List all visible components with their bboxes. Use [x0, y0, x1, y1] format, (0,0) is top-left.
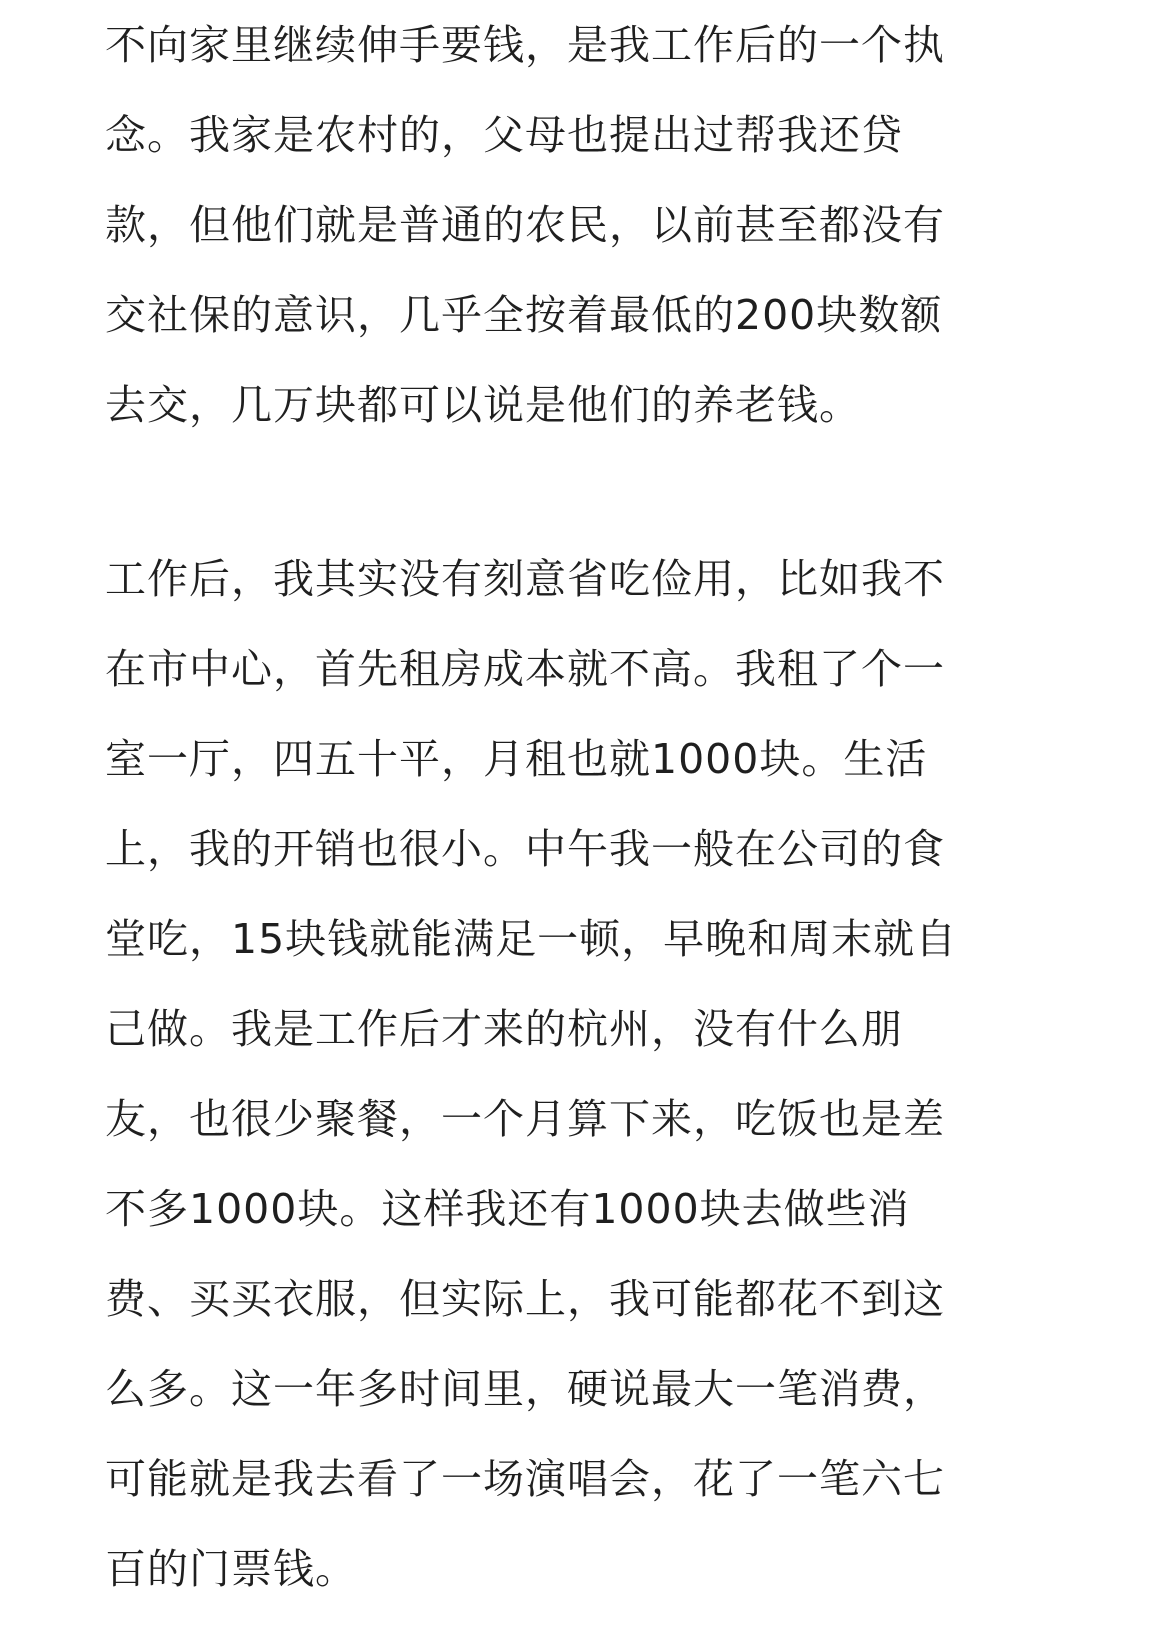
paragraph-line: 室一厅，四五十平，月租也就1000块。生活 [105, 735, 928, 783]
paragraph-line: 上，我的开销也很小。中午我一般在公司的食 [105, 825, 945, 873]
paragraph-line: 友，也很少聚餐，一个月算下来，吃饭也是差 [105, 1095, 945, 1143]
paragraph-line: 去交，几万块都可以说是他们的养老钱。 [105, 381, 861, 429]
paragraph-line: 不向家里继续伸手要钱，是我工作后的一个执 [105, 21, 945, 69]
paragraph-line: 费、买买衣服，但实际上，我可能都花不到这 [105, 1275, 945, 1323]
paragraph-line: 念。我家是农村的，父母也提出过帮我还贷 [105, 111, 903, 159]
paragraph-line: 堂吃，15块钱就能满足一顿，早晚和周末就自 [105, 915, 958, 963]
paragraph-2 [105, 534, 1025, 1614]
paragraph-line: 款，但他们就是普通的农民，以前甚至都没有 [105, 201, 945, 249]
paragraph-line: 己做。我是工作后才来的杭州，没有什么朋 [105, 1005, 903, 1053]
paragraph-line: 可能就是我去看了一场演唱会，花了一笔六七 [105, 1455, 945, 1503]
article-body [105, 0, 1025, 1614]
paragraph-line: 百的门票钱。 [105, 1545, 357, 1593]
paragraph-line: 不多1000块。这样我还有1000块去做些消 [105, 1185, 910, 1233]
paragraph-line: 工作后，我其实没有刻意省吃俭用，比如我不 [105, 555, 945, 603]
paragraph-line: 么多。这一年多时间里，硬说最大一笔消费， [105, 1365, 945, 1413]
paragraph-line: 交社保的意识，几乎全按着最低的200块数额 [105, 291, 943, 339]
paragraph-1 [105, 0, 1025, 450]
paragraph-line: 在市中心，首先租房成本就不高。我租了个一 [105, 645, 945, 693]
